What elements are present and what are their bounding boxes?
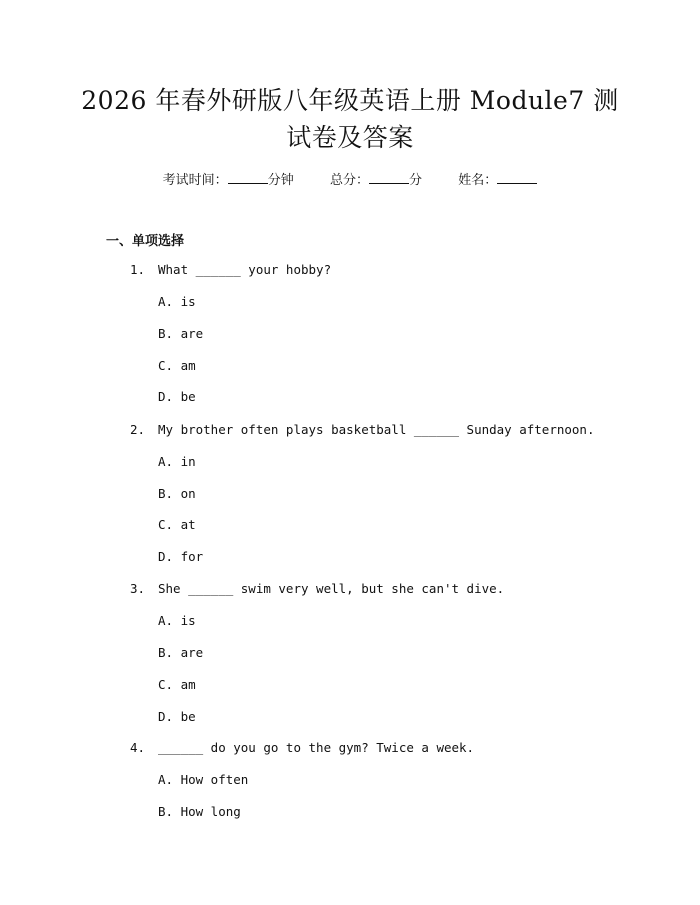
option-3c: C. am [158,677,196,692]
question-4 [130,740,474,755]
option-4a: A. How often [158,772,249,787]
question-number: 1. [130,262,146,277]
score-label: 总分： [329,173,369,188]
option-3a: A. is [158,613,196,628]
option-1a: A. is [158,294,196,309]
question-number: 3. [130,581,146,596]
score-unit: 分 [409,173,423,188]
question-text: She ______ swim very well, but she can't dive. [158,581,505,596]
question-number: 4. [130,740,146,755]
option-2c: C. at [158,517,196,532]
option-3b: B. are [158,645,204,660]
title-line-1: 2026 年春外研版八年级英语上册 Module7 测 [81,86,619,115]
option-1c: C. am [158,358,196,373]
question-number: 2. [130,422,146,437]
title-line-2: 试卷及答案 [286,123,414,152]
name-blank [497,171,537,184]
option-3d: D. be [158,709,196,724]
question-2 [130,422,595,437]
question-1 [130,262,331,277]
question-text: ______ do you go to the gym? Twice a week. [158,740,475,755]
option-2b: B. on [158,486,196,501]
question-3 [130,581,504,596]
document-title [60,82,640,156]
option-1b: B. are [158,326,204,341]
option-1d: D. be [158,389,196,404]
name-label: 姓名： [458,173,498,188]
exam-meta [0,169,700,188]
time-blank [228,171,268,184]
option-4b: B. How long [158,804,241,819]
option-2d: D. for [158,549,204,564]
time-label: 考试时间： [162,173,228,188]
option-2a: A. in [158,454,196,469]
question-text: My brother often plays basketball ______ Sunday afternoon. [158,422,595,437]
section-heading: 一、单项选择 [106,234,185,249]
score-blank [369,171,409,184]
time-unit: 分钟 [267,173,294,188]
question-text: What ______ your hobby? [158,262,332,277]
